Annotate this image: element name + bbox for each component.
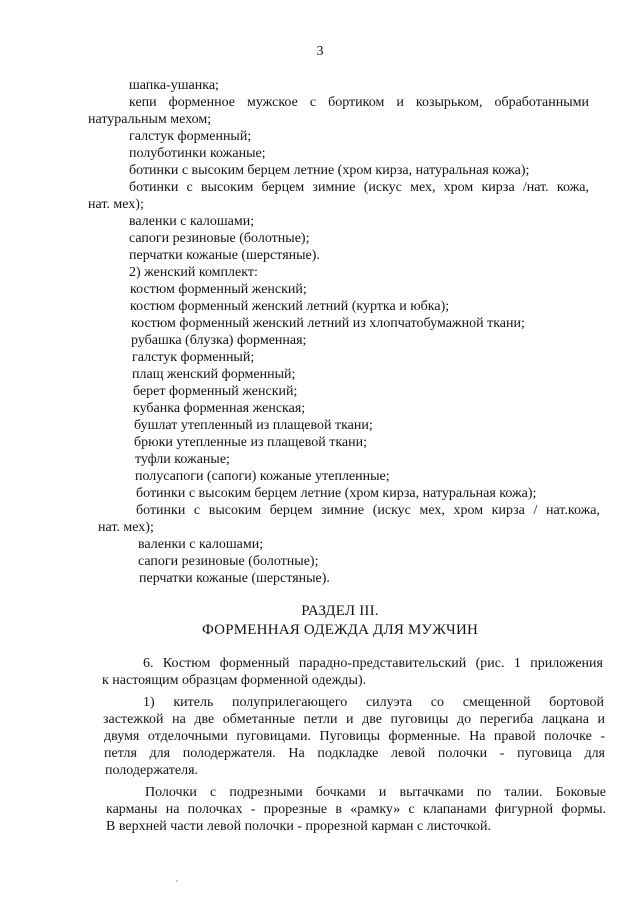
list-line: костюм форменный женский летний из хлопчатобумажной ткани;	[131, 316, 525, 331]
paragraph-line: карманы на полочках - прорезные в «рамку» с клапанами фигурной формы.	[106, 802, 606, 817]
paragraph-line: В верхней части левой полочки - прорезной карман с листочкой.	[106, 819, 492, 834]
list-line: брюки утепленные из плащевой ткани;	[134, 435, 368, 450]
list-line: нат. мех);	[88, 197, 144, 212]
paragraph-line: застежкой на две обметанные петли и две пуговицы до перегиба лацкана и	[103, 712, 605, 727]
list-line: галстук форменный;	[132, 350, 255, 365]
paragraph-line: 1) китель полуприлегающего силуэта со смещенной бортовой	[143, 695, 604, 710]
list-line: кепи форменное мужское с бортиком и козырьком, обработанными	[129, 95, 589, 110]
paragraph-line: петля для полодержателя. На подкладке левой полочки - пуговица для	[104, 746, 605, 761]
list-line: кубанка форменная женская;	[133, 401, 306, 416]
list-line: полусапоги (сапоги) кожаные утепленные;	[135, 469, 390, 484]
paragraph-line: к настоящим образцам форменной одежды).	[102, 673, 367, 688]
list-line: полуботинки кожаные;	[129, 146, 266, 161]
list-line: сапоги резиновые (болотные);	[129, 231, 310, 246]
list-line: перчатки кожаные (шерстяные).	[129, 248, 320, 263]
list-line: ботинки с высоким берцем летние (хром кирза, натуральная кожа);	[136, 486, 537, 501]
paragraph-line: полодержателя.	[105, 763, 199, 778]
list-line: костюм форменный женский летний (куртка и юбка);	[130, 299, 450, 314]
scan-speck	[176, 880, 178, 882]
list-line: шапка-ушанка;	[129, 78, 219, 93]
list-line: сапоги резиновые (болотные);	[138, 554, 319, 569]
list-line: бушлат утепленный из плащевой ткани;	[134, 418, 373, 433]
list-line: рубашка (блузка) форменная;	[131, 333, 307, 348]
list-line: галстук форменный;	[129, 129, 252, 144]
list-line: валенки с калошами;	[129, 214, 255, 229]
section-subtitle: ФОРМЕННАЯ ОДЕЖДА ДЛЯ МУЖЧИН	[201, 622, 479, 638]
list-line: костюм форменный женский;	[130, 282, 307, 297]
list-line: нат. мех);	[98, 520, 154, 535]
section-title: РАЗДЕЛ III.	[301, 603, 379, 619]
list-line: туфли кожаные;	[135, 452, 230, 467]
paragraph-line: 6. Костюм форменный парадно-представительский (рис. 1 приложения	[143, 656, 603, 671]
list-line: перчатки кожаные (шерстяные).	[139, 571, 330, 586]
list-line: ботинки с высоким берцем зимние (искус мех, хром кирза / нат.кожа,	[136, 503, 600, 518]
list-line: 2) женский комплект:	[129, 265, 258, 280]
paragraph-line: Полочки с подрезными бочками и вытачками по талии. Боковые	[145, 785, 606, 800]
list-line: натуральным мехом;	[88, 112, 212, 127]
list-line: берет форменный женский;	[133, 384, 298, 399]
list-line: ботинки с высоким берцем летние (хром кирза, натуральная кожа);	[129, 163, 530, 178]
list-line: валенки с калошами;	[138, 537, 264, 552]
list-line: ботинки с высоким берцем зимние (искус мех, хром кирза /нат. кожа,	[129, 180, 589, 195]
page-number: 3	[316, 44, 324, 59]
list-line: плащ женский форменный;	[132, 367, 296, 382]
paragraph-line: двумя отделочными пуговицами. Пуговицы форменные. На правой полочке -	[104, 729, 605, 744]
